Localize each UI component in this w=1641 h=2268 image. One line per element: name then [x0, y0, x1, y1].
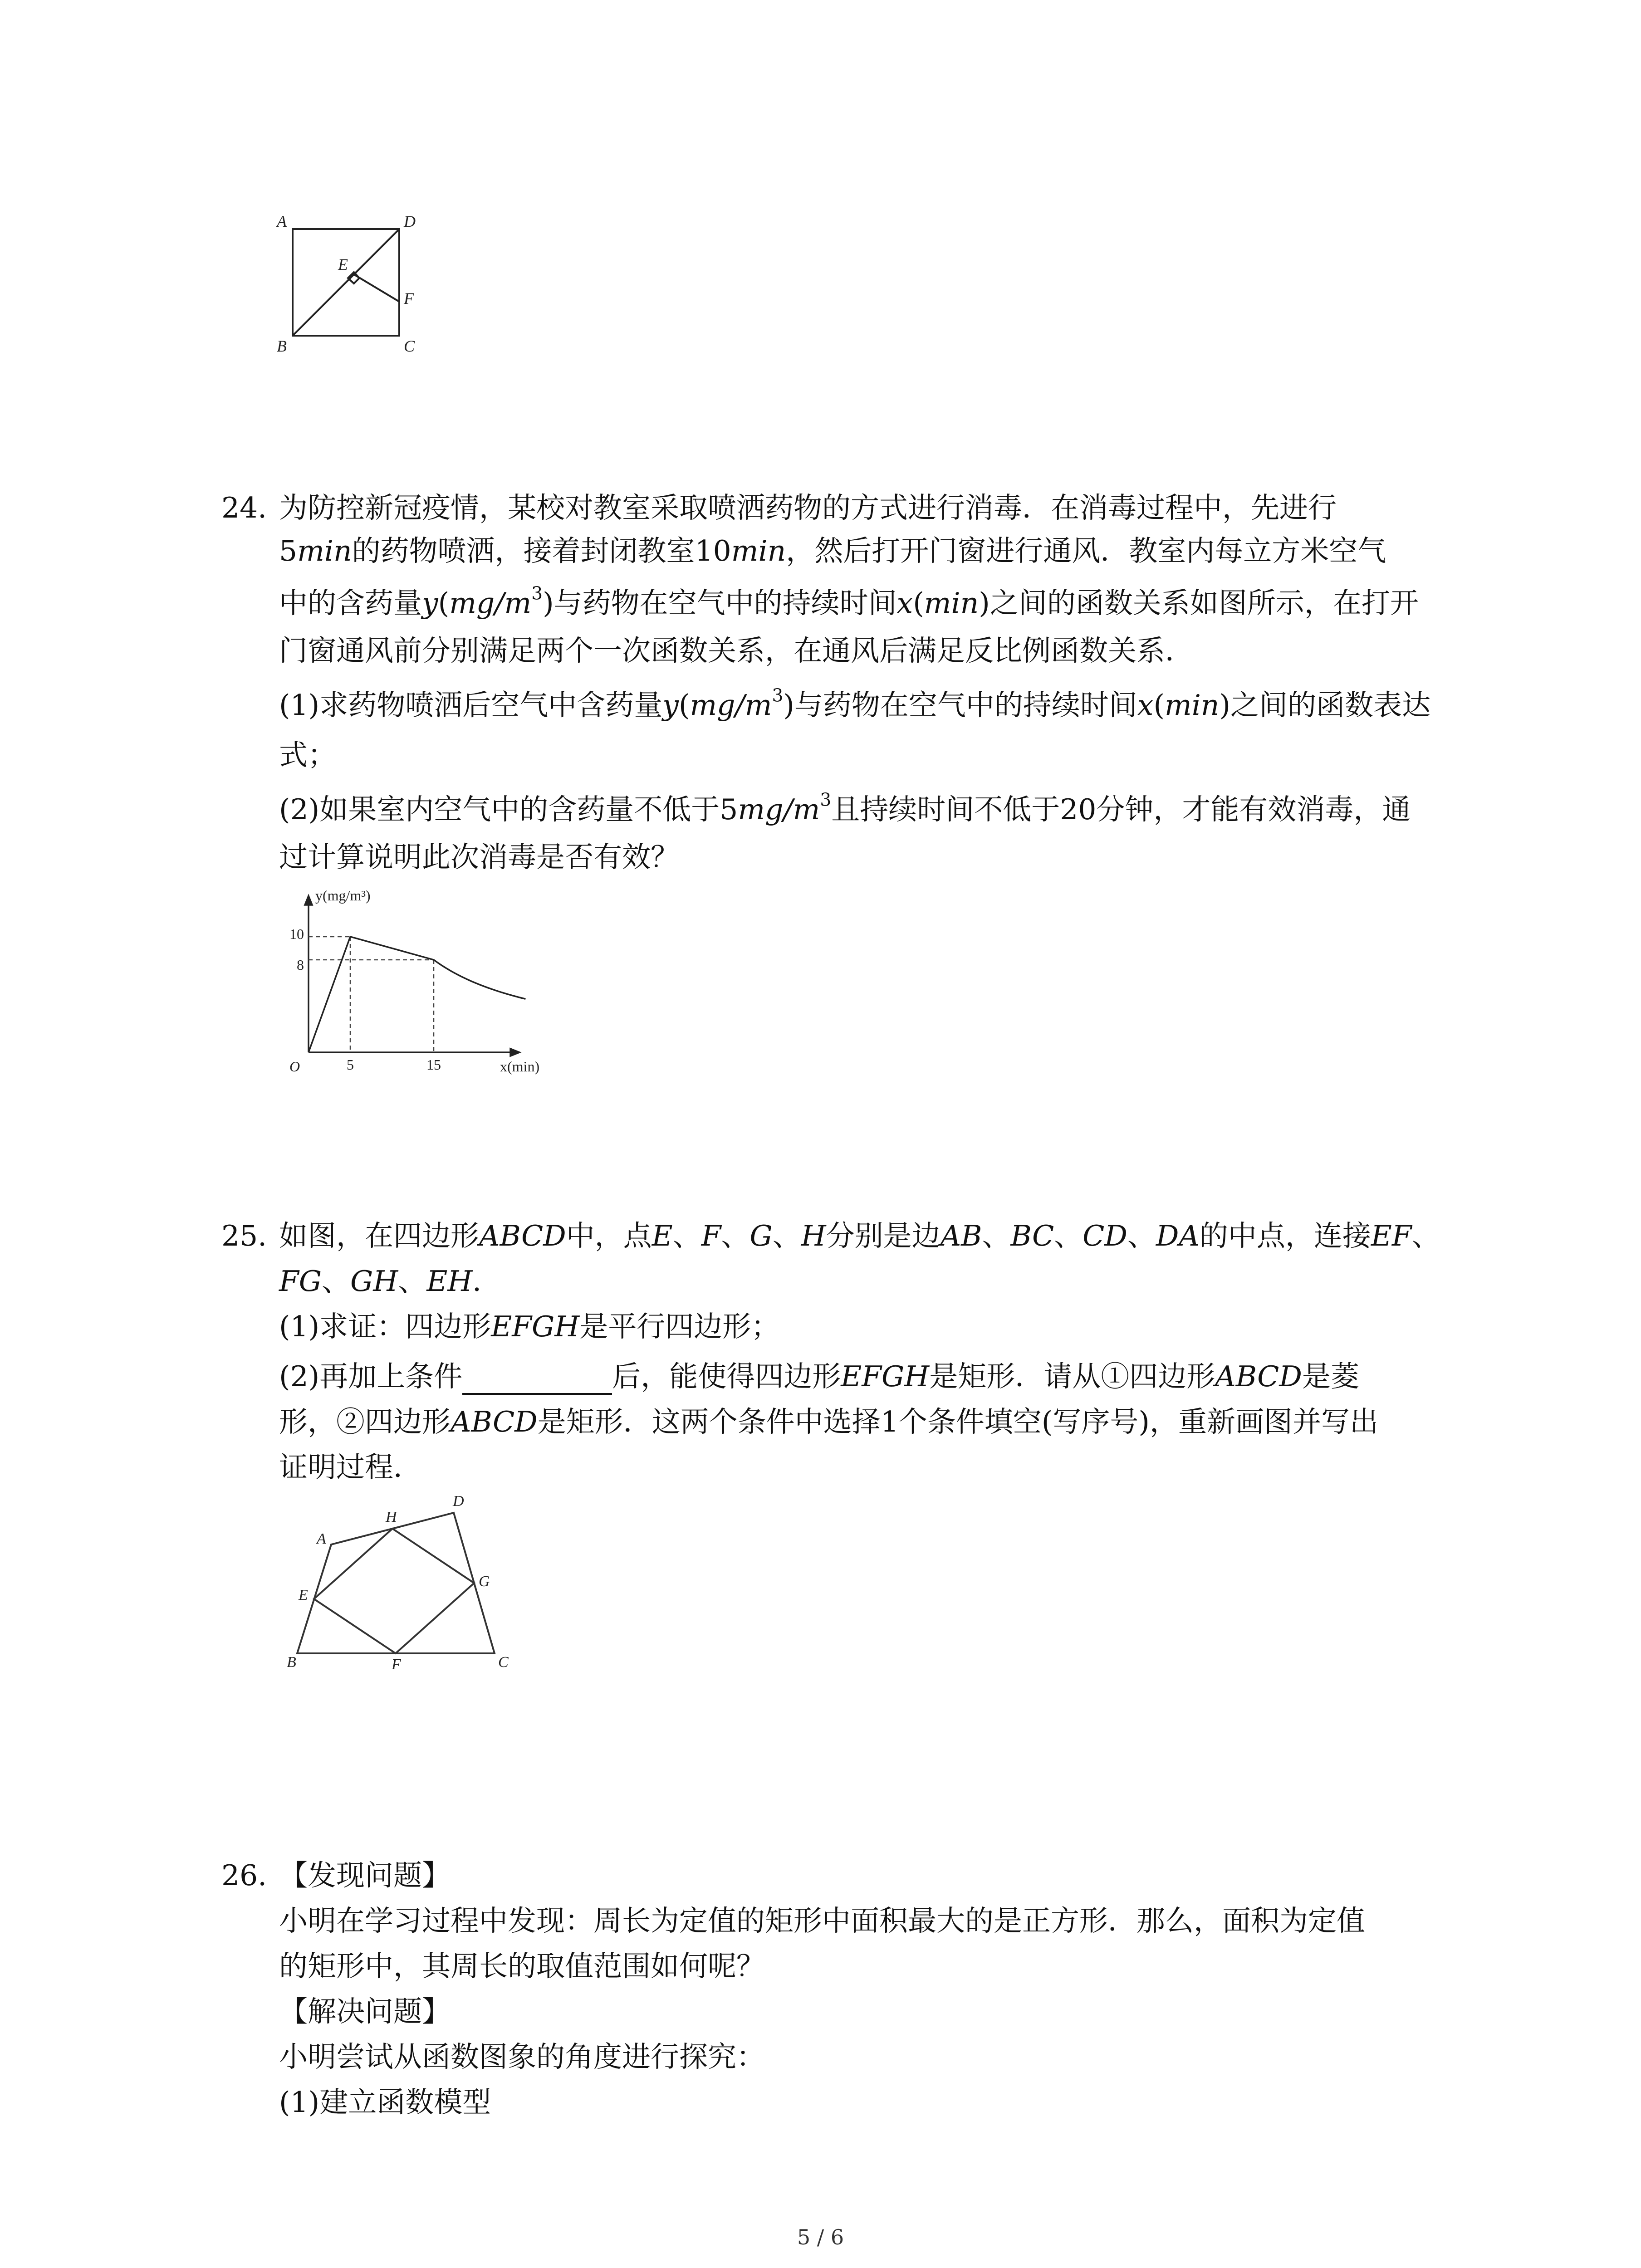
x-axis-arrow: [510, 1049, 519, 1056]
concentration-chart: [268, 885, 576, 1080]
quadrilateral-figure: [277, 1486, 531, 1672]
quadrilateral-efgh: [314, 1529, 474, 1653]
label-b: B: [277, 337, 287, 355]
question-number: 26.: [221, 1859, 267, 1892]
q26-line3: 小明尝试从函数图象的角度进行探究：: [279, 2040, 765, 2073]
segment-ef: [354, 274, 399, 302]
label-g: G: [479, 1573, 490, 1590]
x-tick-15: 15: [426, 1056, 441, 1073]
q24-part2: (2)如果室内空气中的含药量不低于$5mg/m^3$且持续时间不低于20分钟，才能有效消毒，通: [279, 790, 1411, 826]
answer-blank[interactable]: [462, 1366, 612, 1395]
q24-part1-cont: 式；: [279, 738, 336, 772]
q24-line2: 5min的药物喷洒，接着封闭教室10min，然后打开门窗进行通风．教室内每立方米空气: [279, 534, 1386, 567]
q26-line1: 小明在学习过程中发现：周长为定值的矩形中面积最大的是正方形．那么，面积为定值: [279, 1904, 1365, 1937]
q24-part1: (1)求药物喷洒后空气中含药量$y(mg/m^3)$与药物在空气中的持续时间x(min)之间的函数表达: [279, 685, 1431, 722]
page-number: 5 / 6: [797, 2225, 844, 2249]
q25-line2: FG、GH、EH．: [279, 1265, 501, 1298]
label-f: F: [404, 289, 414, 308]
reciprocal-curve: [434, 960, 525, 999]
q24-line4: 门窗通风前分别满足两个一次函数关系，在通风后满足反比例函数关系．: [279, 634, 1194, 667]
quadrilateral-abcd: [297, 1513, 495, 1653]
label-h: H: [386, 1509, 397, 1525]
label-e: E: [338, 255, 348, 274]
label-f: F: [392, 1656, 401, 1672]
y-axis-label: y(mg/m³): [315, 887, 371, 904]
label-c: C: [498, 1654, 509, 1671]
q25-part1: (1)求证：四边形EFGH是平行四边形；: [279, 1310, 780, 1343]
label-d: D: [404, 213, 416, 230]
y-tick-8: 8: [297, 957, 304, 973]
label-d: D: [453, 1493, 464, 1510]
square-figure: [268, 213, 431, 358]
q26-line2: 的矩形中，其周长的取值范围如何呢？: [279, 1950, 765, 1983]
question-number: 25.: [221, 1219, 267, 1252]
series-line: [309, 937, 434, 1052]
q24-line1: 为防控新冠疫情，某校对教室采取喷洒药物的方式进行消毒．在消毒过程中，先进行: [279, 491, 1337, 524]
y-tick-10: 10: [289, 926, 304, 942]
q24-part2-cont: 过计算说明此次消毒是否有效？: [279, 841, 679, 874]
q26-line4: (1)建立函数模型: [279, 2086, 491, 2119]
label-e: E: [299, 1587, 308, 1603]
diagonal-bd: [293, 229, 399, 336]
label-b: B: [287, 1654, 296, 1671]
q25-part2: (2)再加上条件 后，能使得四边形EFGH是矩形．请从①四边形ABCD是菱: [279, 1359, 1359, 1395]
q26-heading-solve: 【解决问题】: [279, 1995, 451, 2028]
x-tick-5: 5: [347, 1056, 354, 1073]
q25-part2-line2: 形，②四边形ABCD是矩形．这两个条件中选择1个条件填空(写序号)，重新画图并写出: [279, 1405, 1378, 1438]
label-a: A: [317, 1530, 326, 1547]
label-a: A: [277, 213, 287, 230]
q24-line3: 中的含药量$y(mg/m^3)$与药物在空气中的持续时间x(min)之间的函数关系如图所示，在打开: [279, 583, 1419, 620]
y-axis-arrow: [305, 896, 312, 905]
label-c: C: [404, 337, 415, 355]
q25-part2-line3: 证明过程．: [279, 1451, 422, 1484]
q26-heading-discover: 【发现问题】: [279, 1859, 451, 1892]
q25-line1: 如图，在四边形ABCD中，点E、F、G、H分别是边AB、BC、CD、DA的中点，连接EF、: [279, 1219, 1440, 1252]
question-number: 24.: [221, 491, 267, 524]
x-axis-label: x(min): [500, 1058, 540, 1075]
origin-label: O: [289, 1058, 300, 1075]
